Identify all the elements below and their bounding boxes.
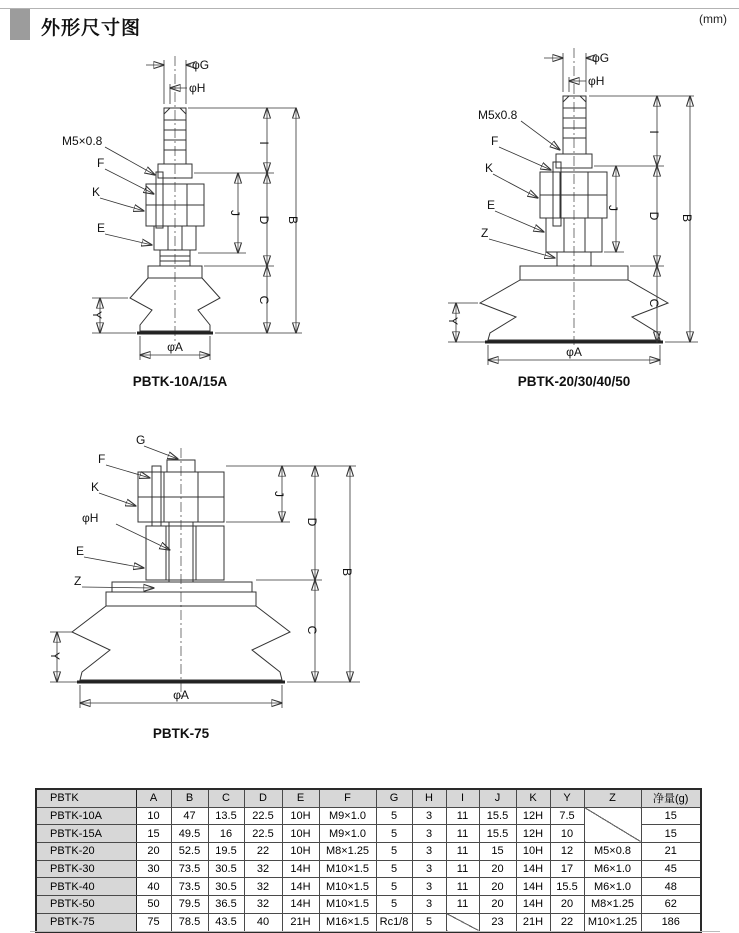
table-cell: 13.5 xyxy=(208,807,244,825)
drawing-pbtk-20-30-40-50 xyxy=(424,40,724,392)
table-row xyxy=(36,807,701,825)
dim-label-f: F xyxy=(491,134,499,148)
table-cell: 12H xyxy=(516,825,550,843)
drawing-pbtk-10a-15a xyxy=(60,48,315,393)
row-header: PBTK-10A xyxy=(36,807,136,825)
dim-label-j: J xyxy=(228,210,242,216)
column-header: I xyxy=(446,789,479,807)
table-cell: 73.5 xyxy=(171,878,208,896)
column-header: Y xyxy=(550,789,584,807)
table-cell: 36.5 xyxy=(208,896,244,914)
dim-label-c: C xyxy=(305,625,319,635)
section-marker-icon xyxy=(10,9,30,40)
table-cell: 11 xyxy=(446,878,479,896)
table-cell: 11 xyxy=(446,896,479,914)
table-cell: 21 xyxy=(641,843,701,861)
table-cell: M6×1.0 xyxy=(584,860,641,878)
dimension-lines xyxy=(92,60,302,360)
column-header: C xyxy=(208,789,244,807)
table-cell: 30 xyxy=(136,860,171,878)
dim-label-k: K xyxy=(91,480,100,494)
table-cell: 3 xyxy=(412,807,446,825)
table-cell xyxy=(446,913,479,931)
column-header: G xyxy=(376,789,412,807)
table-cell: 14H xyxy=(282,878,319,896)
table-cell: 15 xyxy=(641,807,701,825)
table-cell: 3 xyxy=(412,825,446,843)
dim-label-e: E xyxy=(97,221,106,235)
unit-label: (mm) xyxy=(699,12,727,26)
table-cell: 22 xyxy=(550,913,584,931)
table-cell: 14H xyxy=(516,860,550,878)
drawing-pbtk-75 xyxy=(38,430,388,760)
top-rule xyxy=(0,8,739,9)
table-cell: 43.5 xyxy=(208,913,244,931)
table-cell: 10 xyxy=(550,825,584,843)
column-header: Z xyxy=(584,789,641,807)
table-cell: M10×1.5 xyxy=(319,896,376,914)
table-cell: 15 xyxy=(479,843,516,861)
table-cell: 5 xyxy=(376,843,412,861)
dim-label-g: G xyxy=(136,433,146,447)
table-cell: 50 xyxy=(136,896,171,914)
dim-label-d: D xyxy=(257,215,271,225)
dim-label-y: Y xyxy=(446,316,460,326)
table-cell: 79.5 xyxy=(171,896,208,914)
table-cell: 15.5 xyxy=(479,807,516,825)
table-cell: 21H xyxy=(282,913,319,931)
dim-label-z: Z xyxy=(481,226,489,240)
dim-label-phi-g: φG xyxy=(592,51,610,65)
table-row xyxy=(36,896,701,914)
table-cell: 22.5 xyxy=(244,825,282,843)
table-cell: M10×1.5 xyxy=(319,878,376,896)
table-cell: 48 xyxy=(641,878,701,896)
dim-label-b: B xyxy=(680,213,694,223)
table-cell: 30.5 xyxy=(208,860,244,878)
bottom-rule xyxy=(30,931,720,932)
table-cell: 5 xyxy=(376,825,412,843)
dim-label-i: I xyxy=(647,130,661,134)
table-cell: 12H xyxy=(516,807,550,825)
table-cell: 14H xyxy=(516,896,550,914)
table-cell: 22 xyxy=(244,843,282,861)
table-row xyxy=(36,843,701,861)
table-cell: 40 xyxy=(136,878,171,896)
table-cell: 20 xyxy=(550,896,584,914)
table-cell: 11 xyxy=(446,825,479,843)
column-header: H xyxy=(412,789,446,807)
table-cell: M16×1.5 xyxy=(319,913,376,931)
table-cell: 14H xyxy=(516,878,550,896)
table-cell: 10 xyxy=(136,807,171,825)
row-header: PBTK-15A xyxy=(36,825,136,843)
table-cell: 11 xyxy=(446,843,479,861)
dim-label-phi-a: φA xyxy=(566,345,582,359)
table-cell: 47 xyxy=(171,807,208,825)
table-cell: 32 xyxy=(244,878,282,896)
table-cell: 22.5 xyxy=(244,807,282,825)
table-cell: 5 xyxy=(376,860,412,878)
table-cell: 10H xyxy=(516,843,550,861)
table-cell: 5 xyxy=(376,896,412,914)
dim-label-k: K xyxy=(92,185,101,199)
table-cell: 30.5 xyxy=(208,878,244,896)
table-cell: M10×1.5 xyxy=(319,860,376,878)
dim-label-j: J xyxy=(606,205,620,211)
table-cell: 49.5 xyxy=(171,825,208,843)
table-cell: 14H xyxy=(282,896,319,914)
dim-label-d: D xyxy=(647,211,661,221)
table-cell: 10H xyxy=(282,843,319,861)
table-cell: 15.5 xyxy=(550,878,584,896)
dim-label-phi-g: φG xyxy=(192,58,210,72)
row-header: PBTK-40 xyxy=(36,878,136,896)
table-cell: M8×1.25 xyxy=(319,843,376,861)
table-cell: 52.5 xyxy=(171,843,208,861)
table-row xyxy=(36,878,701,896)
table-cell: 17 xyxy=(550,860,584,878)
table-cell: M6×1.0 xyxy=(584,878,641,896)
table-cell: 5 xyxy=(376,878,412,896)
table-cell: 40 xyxy=(244,913,282,931)
table-cell: 23 xyxy=(479,913,516,931)
table-header-row xyxy=(36,789,701,807)
dim-label-c: C xyxy=(647,298,661,308)
table-cell: 16 xyxy=(208,825,244,843)
table-cell: M5×0.8 xyxy=(584,843,641,861)
dim-label-d: D xyxy=(305,517,319,527)
column-header: B xyxy=(171,789,208,807)
dim-label-thread: M5×0.8 xyxy=(62,134,103,148)
dim-label-thread: M5x0.8 xyxy=(478,108,518,122)
table-cell: Rc1/8 xyxy=(376,913,412,931)
dim-label-e: E xyxy=(76,544,85,558)
table-cell: 3 xyxy=(412,843,446,861)
column-header: J xyxy=(479,789,516,807)
table-cell: 75 xyxy=(136,913,171,931)
page-title: 外形尺寸图 xyxy=(41,18,142,39)
table-row xyxy=(36,913,701,931)
drawing-caption: PBTK-75 xyxy=(152,726,210,741)
table-cell: 5 xyxy=(376,807,412,825)
table-cell: 15 xyxy=(136,825,171,843)
dim-label-b: B xyxy=(286,215,300,225)
dim-label-phi-h: φH xyxy=(588,74,605,88)
part-outline xyxy=(130,56,220,346)
table-cell: 32 xyxy=(244,896,282,914)
dim-label-f: F xyxy=(98,452,106,466)
table-cell xyxy=(584,807,641,842)
dim-label-i: I xyxy=(257,141,271,145)
table-cell: M10×1.25 xyxy=(584,913,641,931)
table-cell: 20 xyxy=(479,896,516,914)
dim-label-phi-a: φA xyxy=(173,688,189,702)
table-cell: 186 xyxy=(641,913,701,931)
table-cell: 11 xyxy=(446,860,479,878)
column-header: D xyxy=(244,789,282,807)
dim-label-phi-h: φH xyxy=(82,511,99,525)
table-cell: 21H xyxy=(516,913,550,931)
table-cell: 78.5 xyxy=(171,913,208,931)
table-cell: 3 xyxy=(412,896,446,914)
dim-label-k: K xyxy=(485,161,494,175)
table-corner-header: PBTK xyxy=(36,789,136,807)
table-cell: M9×1.0 xyxy=(319,825,376,843)
table-cell: 7.5 xyxy=(550,807,584,825)
row-header: PBTK-50 xyxy=(36,896,136,914)
table-cell: 14H xyxy=(282,860,319,878)
table-cell: 3 xyxy=(412,878,446,896)
dimension-lines xyxy=(448,53,698,365)
row-header: PBTK-75 xyxy=(36,913,136,931)
table-cell: 19.5 xyxy=(208,843,244,861)
dim-label-j: J xyxy=(272,491,286,497)
column-header: E xyxy=(282,789,319,807)
column-header: F xyxy=(319,789,376,807)
row-header: PBTK-20 xyxy=(36,843,136,861)
table-cell: 5 xyxy=(412,913,446,931)
table-cell: 15.5 xyxy=(479,825,516,843)
table-cell: 3 xyxy=(412,860,446,878)
dim-label-y: Y xyxy=(90,310,104,320)
column-header: K xyxy=(516,789,550,807)
drawing-caption: PBTK-10A/15A xyxy=(132,374,228,389)
table-cell: 10H xyxy=(282,807,319,825)
row-header: PBTK-30 xyxy=(36,860,136,878)
table-cell: 20 xyxy=(479,878,516,896)
table-cell: 12 xyxy=(550,843,584,861)
table-row xyxy=(36,860,701,878)
dim-label-z: Z xyxy=(74,574,82,588)
table-cell: M9×1.0 xyxy=(319,807,376,825)
dim-label-phi-a: φA xyxy=(167,340,183,354)
table-cell: 10H xyxy=(282,825,319,843)
table-cell: 32 xyxy=(244,860,282,878)
column-header: 净量(g) xyxy=(641,789,701,807)
dimensions-table xyxy=(35,788,702,933)
dim-label-phi-h: φH xyxy=(189,81,206,95)
table-cell: 45 xyxy=(641,860,701,878)
dim-label-y: Y xyxy=(48,651,62,661)
dim-label-f: F xyxy=(97,156,105,170)
part-outline xyxy=(72,448,290,698)
part-outline xyxy=(480,48,668,345)
dim-label-c: C xyxy=(257,295,271,305)
table-cell: 62 xyxy=(641,896,701,914)
drawing-caption: PBTK-20/30/40/50 xyxy=(517,374,631,389)
table-cell: 73.5 xyxy=(171,860,208,878)
dim-label-b: B xyxy=(340,567,354,577)
table-cell: M8×1.25 xyxy=(584,896,641,914)
dim-label-e: E xyxy=(487,198,496,212)
table-cell: 20 xyxy=(479,860,516,878)
table-cell: 15 xyxy=(641,825,701,843)
column-header: A xyxy=(136,789,171,807)
table-cell: 11 xyxy=(446,807,479,825)
table-cell: 20 xyxy=(136,843,171,861)
